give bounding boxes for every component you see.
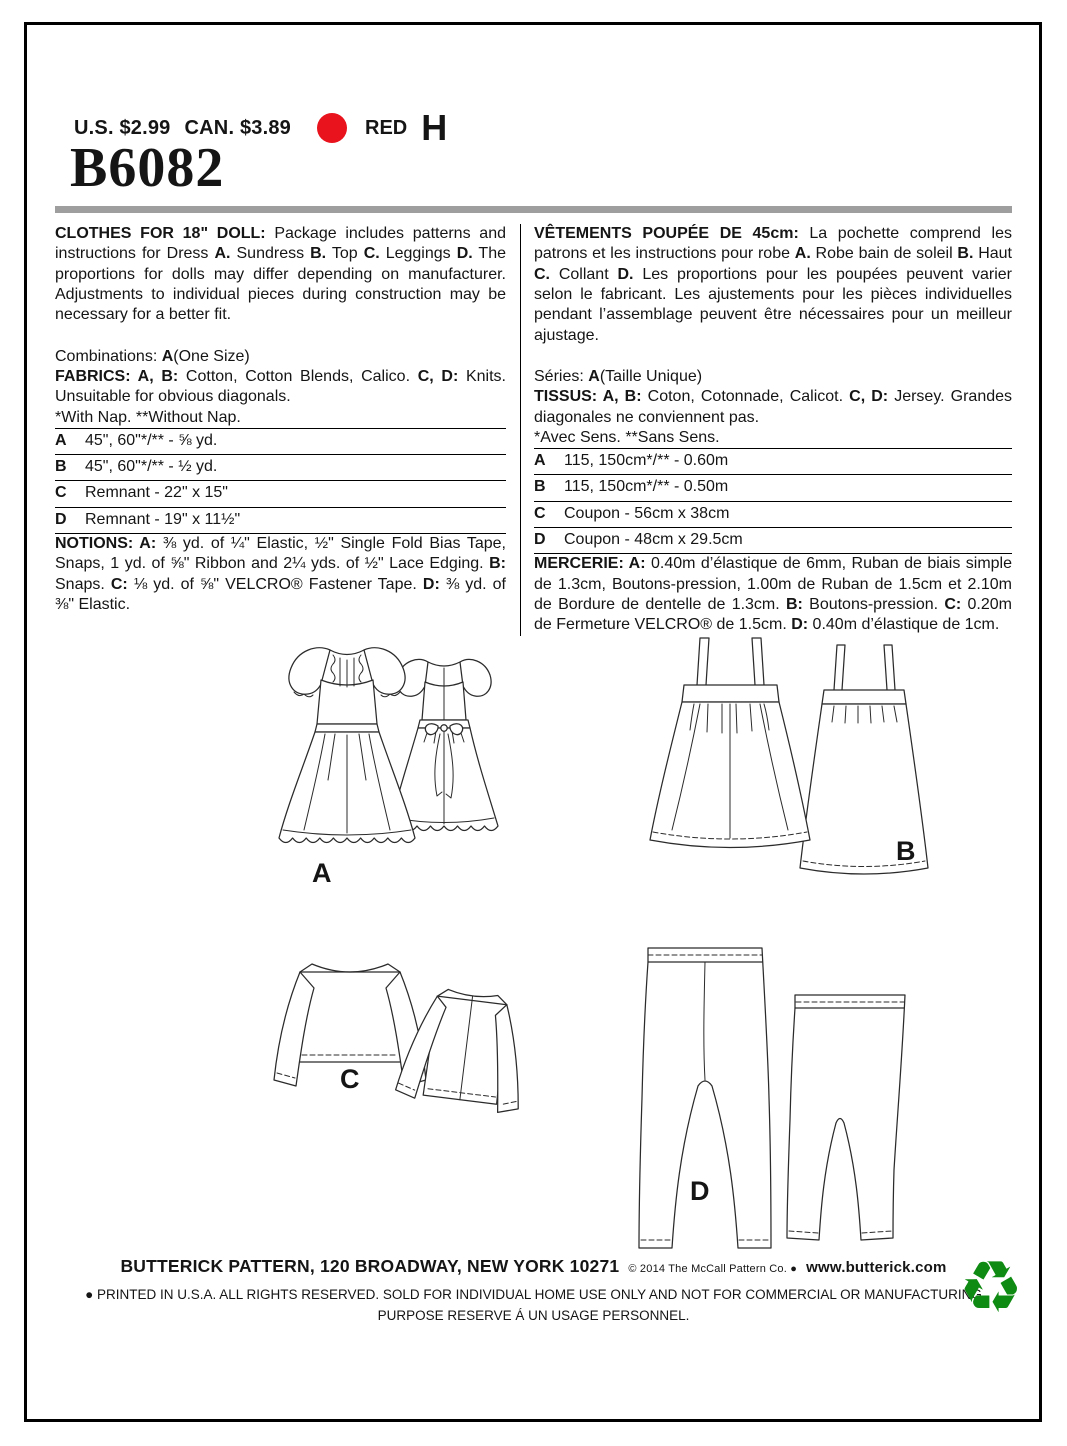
french-mercerie: MERCERIE: A: 0.40m d’élastique de 6mm, Ruban de biais simple de 1.3cm, Boutons-pression, 1.00m de Ruban de 1.5cm et 2.10m de Bordure de dentelle de 1.3cm. B: Boutons-pression. C: 0.20m de Fermeture VELCRO® de 1.5cm. D: 0.40m d’élastique de 1cm. bbox=[534, 555, 1013, 634]
metrage-value: Coupon - 56cm x 38cm bbox=[564, 504, 730, 522]
french-series: Séries: A(Taille Unique) bbox=[534, 367, 703, 385]
french-tissus: TISSUS: A, B: Coton, Cotonnade, Calicot. C, D: Jersey. Grandes diagonales ne conviennent pas. bbox=[534, 388, 1013, 426]
table-row bbox=[534, 448, 1012, 474]
view-letter: C bbox=[534, 504, 546, 522]
table-row bbox=[55, 480, 506, 506]
top-c-back-view bbox=[394, 985, 531, 1115]
french-description: VÊTEMENTS POUPÉE DE 45cm: La pochette comprend les patrons et les instructions pour robe A. Robe bain de soleil B. Haut C. Collant D. Les proportions pour les poupées peuvent varier selon le fabricant. Les ajustements pour les pièces individuelles pendant l’assemblage peuvent être nécessaires pour un meilleur ajustage. bbox=[534, 225, 1012, 344]
french-sens-note: *Avec Sens. **Sans Sens. bbox=[534, 428, 720, 446]
english-fabrics: FABRICS: A, B: Cotton, Cotton Blends, Calico. C, D: Knits. Unsuitable for obvious diagonals. bbox=[55, 367, 506, 406]
dress-a-front-view bbox=[279, 648, 415, 843]
sundress-b-front-view bbox=[650, 638, 810, 848]
metrage-value: 115, 150cm*/** - 0.50m bbox=[564, 478, 729, 496]
yardage-value: 45", 60"*/** - ½ yd. bbox=[85, 458, 218, 476]
table-row bbox=[55, 507, 506, 533]
view-b-label: B bbox=[896, 836, 916, 866]
english-combinations: Combinations: A(One Size) bbox=[55, 347, 250, 365]
dress-a-back-view bbox=[390, 660, 498, 831]
view-letter: B bbox=[55, 458, 67, 476]
price-us: U.S. $2.99 bbox=[74, 116, 171, 139]
english-column bbox=[55, 224, 521, 636]
copyright-notice: © 2014 The McCall Pattern Co. ● bbox=[628, 1263, 798, 1275]
website: www.butterick.com bbox=[806, 1259, 947, 1276]
metrage-value: Coupon - 48cm x 29.5cm bbox=[564, 531, 743, 549]
view-letter: D bbox=[534, 531, 546, 549]
yardage-value: Remnant - 19" x 11½" bbox=[85, 510, 241, 528]
red-color-dot-icon bbox=[317, 113, 347, 143]
english-notions: NOTIONS: A: ⅜ yd. of ¼" Elastic, ½" Single Fold Bias Tape, Snaps, 1 yd. of ⅝" Ribbon and 2¼ yds. of ½" Lace Edging. B: Snaps. C: ⅛ yd. of ⅝" VELCRO® Fastener Tape. D: ⅜ yd. of ⅜" Elastic. bbox=[55, 535, 506, 613]
table-row bbox=[534, 474, 1012, 500]
yardage-value: 45", 60"*/** - ⅝ yd. bbox=[85, 431, 218, 449]
footer bbox=[55, 1256, 1012, 1323]
metrage-table bbox=[534, 448, 1012, 554]
table-row bbox=[55, 454, 506, 480]
view-a-label: A bbox=[312, 858, 332, 888]
color-name-label: RED bbox=[365, 116, 408, 139]
leggings-d-illustration bbox=[600, 920, 960, 1265]
leggings-d-back-view bbox=[787, 995, 905, 1240]
dress-a-illustration bbox=[232, 628, 562, 918]
table-row bbox=[534, 501, 1012, 527]
pattern-number: B6082 bbox=[70, 137, 225, 199]
view-letter: D bbox=[55, 510, 67, 528]
publisher-address: BUTTERICK PATTERN, 120 BROADWAY, NEW YORK 10271 bbox=[120, 1256, 620, 1276]
view-letter: C bbox=[55, 484, 67, 502]
view-d-label: D bbox=[690, 1176, 710, 1206]
yardage-value: Remnant - 22" x 15" bbox=[85, 484, 228, 502]
view-c-label: C bbox=[340, 1064, 360, 1094]
view-letter: A bbox=[534, 452, 546, 470]
publisher-line bbox=[55, 1256, 1012, 1277]
top-c-illustration bbox=[250, 938, 570, 1173]
view-letter: A bbox=[55, 431, 67, 449]
yardage-table bbox=[55, 428, 506, 534]
legal-line-1: ● PRINTED IN U.S.A. ALL RIGHTS RESERVED. SOLD FOR INDIVIDUAL HOME USE ONLY AND NOT FOR COMMERCIAL OR MANUFACTURING bbox=[85, 1287, 982, 1302]
size-letter: H bbox=[421, 107, 448, 148]
english-nap-note: *With Nap. **Without Nap. bbox=[55, 408, 241, 426]
recycle-icon: ♻ bbox=[958, 1248, 1023, 1328]
french-column bbox=[521, 224, 1012, 636]
header-divider-bar bbox=[55, 206, 1012, 213]
table-row bbox=[55, 428, 506, 454]
metrage-value: 115, 150cm*/** - 0.60m bbox=[564, 452, 729, 470]
price-can: CAN. $3.89 bbox=[184, 116, 292, 139]
sundress-b-illustration bbox=[612, 630, 952, 922]
view-letter: B bbox=[534, 478, 546, 496]
description-columns bbox=[55, 224, 1012, 636]
english-description: CLOTHES FOR 18" DOLL: Package includes patterns and instructions for Dress A. Sundress B. Top C. Leggings D. The proportions for dolls may differ depending on manufacturer. Adjustments to individual pieces during construction may be necessary for a better fit. bbox=[55, 225, 506, 324]
legal-line-2: PURPOSE RESERVE Á UN USAGE PERSONNEL. bbox=[377, 1308, 690, 1323]
table-row bbox=[534, 527, 1012, 553]
